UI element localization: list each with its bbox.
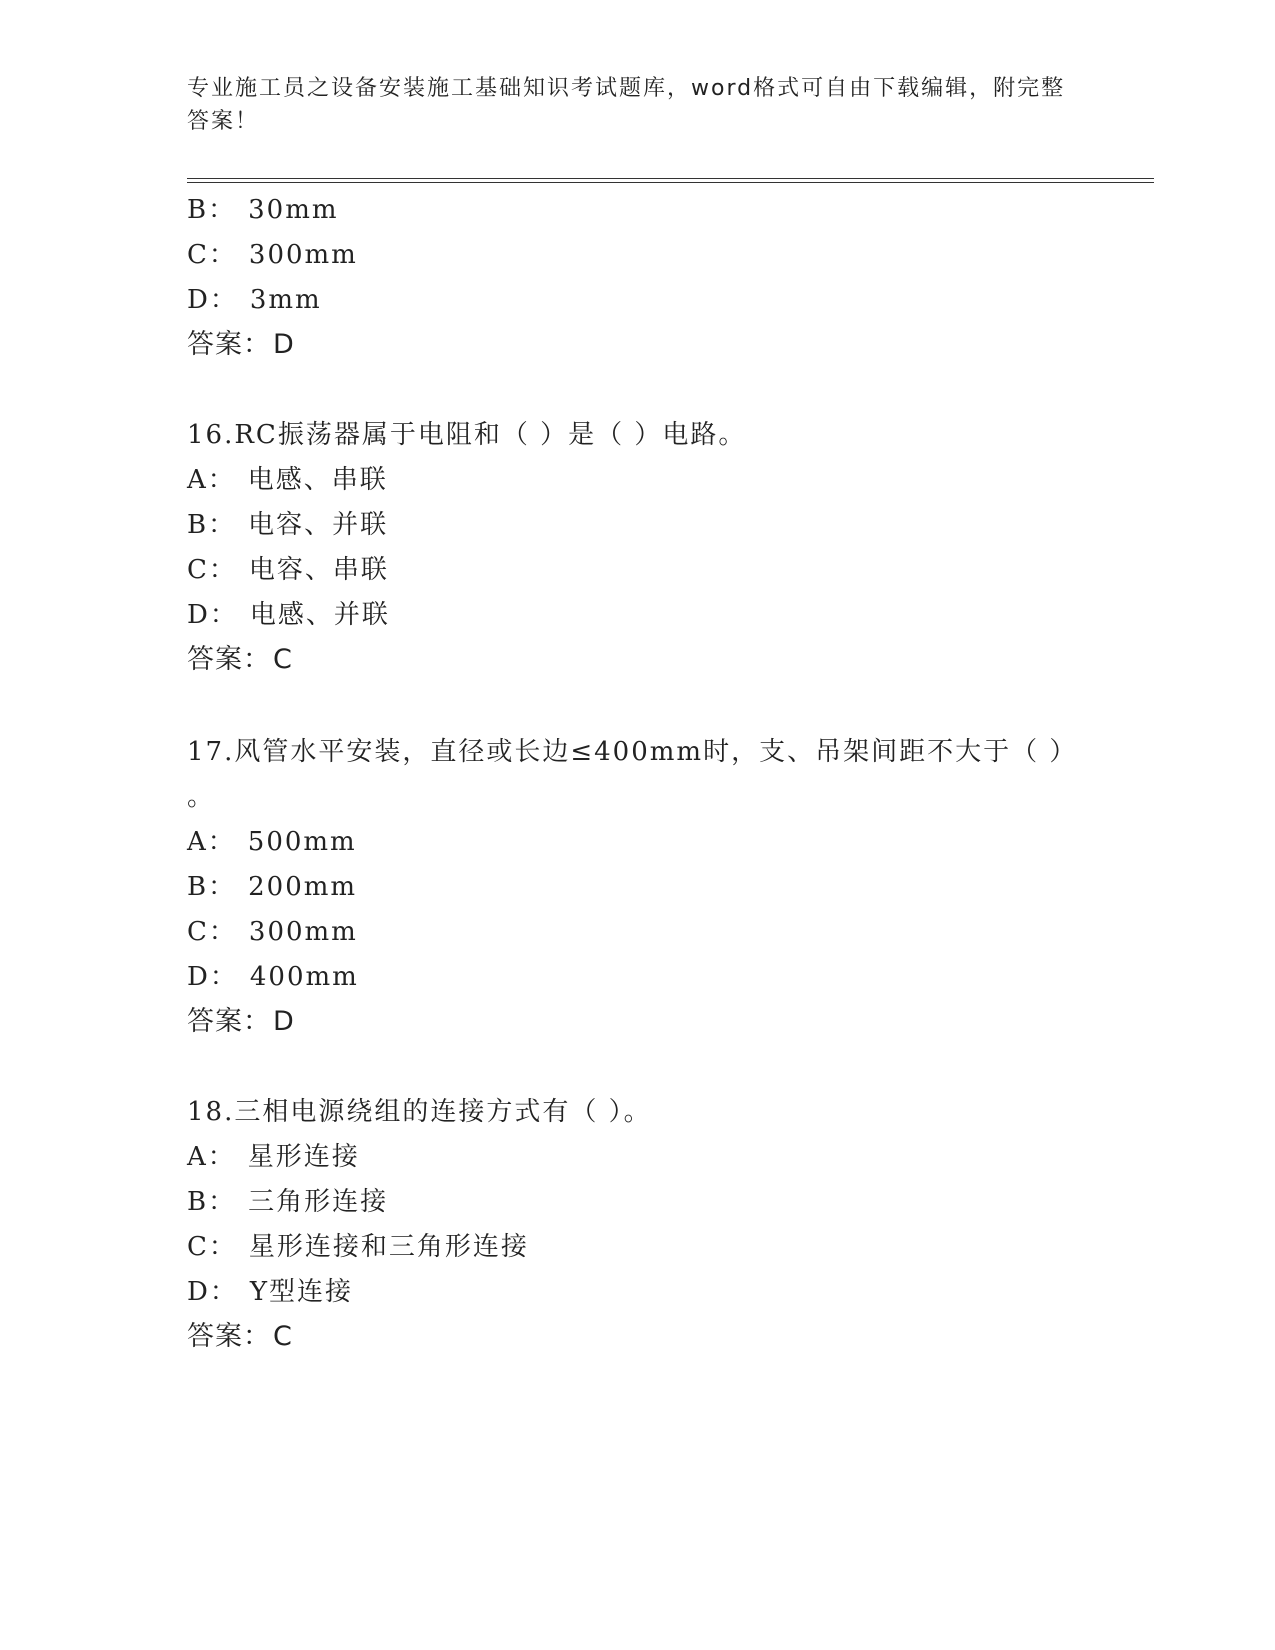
- option-text: 星形连接和三角形连接: [248, 1232, 529, 1262]
- option-text: 电容、串联: [248, 555, 389, 585]
- option-letter: D：: [187, 962, 238, 992]
- header-rule-top: [187, 178, 1154, 179]
- answer-label: 答案：: [187, 1006, 271, 1037]
- option-letter: C：: [187, 555, 237, 585]
- option-letter: B：: [187, 510, 237, 540]
- option-text: 三角形连接: [248, 1187, 389, 1217]
- q15-option-c: [187, 240, 358, 270]
- q17-option-a: [187, 827, 357, 857]
- q15-option-d: [187, 285, 322, 315]
- option-text: 电感、并联: [249, 600, 390, 630]
- option-text: 400mm: [249, 962, 359, 992]
- q18-answer: [187, 1322, 293, 1352]
- q17-option-d: [187, 962, 359, 992]
- option-text: 500mm: [247, 827, 357, 857]
- q17-stem-continuation: 。: [187, 782, 216, 812]
- answer-value: C: [273, 644, 293, 675]
- option-letter: D：: [187, 285, 238, 315]
- option-text: 3mm: [249, 285, 322, 315]
- q16-option-b: [187, 510, 388, 540]
- answer-value: C: [273, 1321, 293, 1352]
- q15-answer: [187, 330, 295, 360]
- option-text: 300mm: [248, 240, 358, 270]
- answer-label: 答案：: [187, 329, 271, 360]
- q16-option-c: [187, 555, 389, 585]
- option-text: 电感、串联: [247, 465, 388, 495]
- q15-option-b: [187, 195, 339, 225]
- q18-option-c: [187, 1232, 529, 1262]
- q17-answer: [187, 1007, 295, 1037]
- q17-option-b: [187, 872, 357, 902]
- answer-label: 答案：: [187, 644, 271, 675]
- option-letter: A：: [187, 465, 236, 495]
- q18-option-b: [187, 1187, 388, 1217]
- q17-option-c: [187, 917, 358, 947]
- answer-value: D: [273, 1006, 295, 1037]
- option-letter: D：: [187, 1277, 238, 1307]
- answer-value: D: [273, 329, 295, 360]
- option-letter: D：: [187, 600, 238, 630]
- q18-option-d: [187, 1277, 353, 1307]
- option-text: 30mm: [248, 195, 339, 225]
- option-letter: C：: [187, 917, 237, 947]
- option-text: 300mm: [248, 917, 358, 947]
- q16-stem: 16.RC振荡器属于电阻和（ ）是（ ）电路。: [187, 420, 747, 450]
- q16-answer: [187, 645, 293, 675]
- option-letter: B：: [187, 195, 237, 225]
- option-text: 星形连接: [247, 1142, 360, 1172]
- option-letter: B：: [187, 1187, 237, 1217]
- header-rule-bottom: [187, 182, 1154, 183]
- answer-label: 答案：: [187, 1321, 271, 1352]
- q17-stem: 17.风管水平安装，直径或长边≤400mm时，支、吊架间距不大于（ ）: [187, 737, 1078, 767]
- q18-stem: 18.三相电源绕组的连接方式有（ ）。: [187, 1097, 652, 1127]
- q16-option-a: [187, 465, 388, 495]
- option-letter: A：: [187, 1142, 236, 1172]
- q16-option-d: [187, 600, 390, 630]
- q18-option-a: [187, 1142, 360, 1172]
- option-letter: B：: [187, 872, 237, 902]
- page-header: 专业施工员之设备安装施工基础知识考试题库，word格式可自由下载编辑，附完整答案！: [187, 76, 1066, 134]
- option-text: 200mm: [248, 872, 358, 902]
- option-text: Y型连接: [249, 1277, 354, 1307]
- option-letter: C：: [187, 1232, 237, 1262]
- option-letter: C：: [187, 240, 237, 270]
- option-text: 电容、并联: [248, 510, 389, 540]
- option-letter: A：: [187, 827, 236, 857]
